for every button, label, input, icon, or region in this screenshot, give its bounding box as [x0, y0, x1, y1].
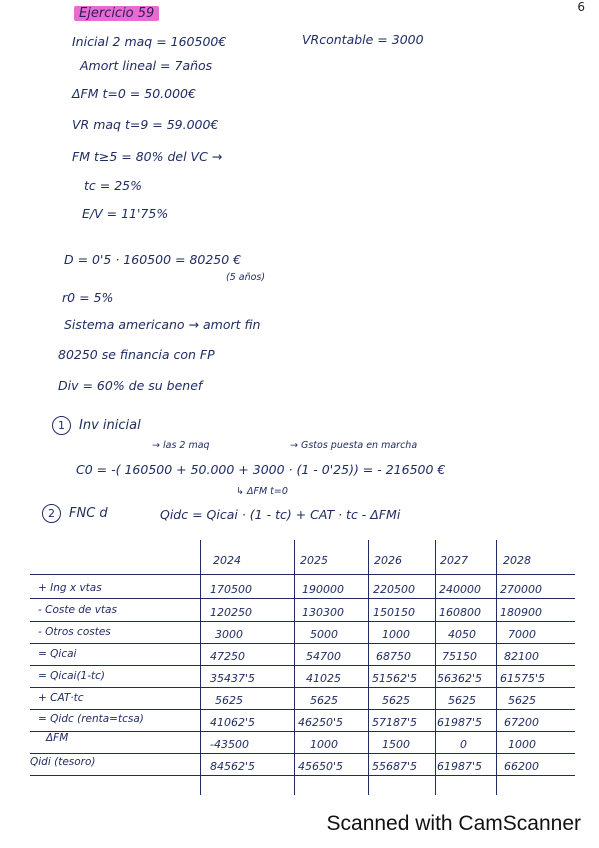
- table-cell: 3000: [215, 628, 243, 641]
- table-cell: 5625: [382, 694, 410, 707]
- table-cell: 0: [460, 738, 467, 751]
- table-cell: 130300: [302, 606, 344, 619]
- section-1-number: 1: [52, 416, 71, 435]
- section-2-title: FNC d: [69, 506, 108, 521]
- table-cell: 5625: [215, 694, 243, 707]
- line-working-capital-t5: FM t≥5 = 80% del VC →: [72, 149, 223, 164]
- line-repayment-system: Sistema americano → amort fin: [64, 317, 261, 332]
- line-financing: 80250 se financia con FP: [58, 347, 215, 362]
- year-header: 2027: [440, 554, 468, 567]
- table-cell: 41062'5: [210, 716, 256, 729]
- table-cell: 120250: [210, 606, 252, 619]
- line-linear-amortization: Amort lineal = 7años: [80, 58, 213, 73]
- year-header: 2024: [213, 554, 241, 567]
- table-cell: 4050: [448, 628, 476, 641]
- line-dividends: Div = 60% de su benef: [58, 378, 203, 393]
- section-2-number: 2: [42, 504, 61, 523]
- row-label-qidi: Qidi (tesoro): [30, 756, 96, 768]
- table-cell: 220500: [373, 583, 415, 596]
- section-1-heading: [52, 416, 141, 435]
- table-cell: 190000: [302, 583, 344, 596]
- exercise-title: [74, 6, 159, 21]
- table-cell: 46250'5: [298, 716, 344, 729]
- table-cell: 55687'5: [372, 760, 418, 773]
- table-cell: 57187'5: [372, 716, 418, 729]
- line-tax-rate: tc = 25%: [84, 178, 142, 193]
- row-label-cost-of-sales: - Coste de vtas: [38, 604, 117, 616]
- year-header: 2026: [374, 554, 402, 567]
- table-cell: 61987'5: [437, 760, 483, 773]
- table-cell: -43500: [210, 738, 249, 751]
- table-cell: 7000: [508, 628, 536, 641]
- table-cell: 160800: [439, 606, 481, 619]
- table-cell: 180900: [500, 606, 542, 619]
- table-cell: 5625: [310, 694, 338, 707]
- table-cell: 5625: [448, 694, 476, 707]
- table-cell: 84562'5: [210, 760, 256, 773]
- page-number: 6: [577, 0, 585, 14]
- row-label-other-costs: - Otros costes: [38, 626, 111, 638]
- line-equity-ratio: E/V = 11'75%: [82, 206, 169, 221]
- line-residual-book-value: VRcontable = 3000: [302, 32, 424, 47]
- table-cell: 56362'5: [437, 672, 483, 685]
- section-1-title: Inv inicial: [79, 418, 141, 433]
- table-cell: 61987'5: [437, 716, 483, 729]
- table-cell: 1000: [508, 738, 536, 751]
- exercise-title-text: Ejercicio 59: [74, 6, 159, 21]
- section-1-formula: C0 = -( 160500 + 50.000 + 3000 · (1 - 0'25)) = - 216500 €: [76, 462, 446, 477]
- row-label-ebit-after-tax: = Qicai(1-tc): [38, 670, 105, 682]
- line-debt-term: (5 años): [226, 272, 266, 283]
- line-working-capital-t0: ΔFM t=0 = 50.000€: [72, 86, 196, 101]
- row-label-qidc: = Qidc (renta=tcsa): [38, 713, 144, 725]
- table-cell: 1500: [382, 738, 410, 751]
- table-cell: 45650'5: [298, 760, 344, 773]
- section-1-note-startup-costs: → Gstos puesta en marcha: [290, 440, 418, 451]
- table-cell: 5000: [310, 628, 338, 641]
- table-cell: 82100: [504, 650, 539, 663]
- table-cell: 66200: [504, 760, 539, 773]
- table-cell: 51562'5: [372, 672, 418, 685]
- line-initial-investment: Inicial 2 maq = 160500€: [72, 34, 227, 49]
- section-1-note-working-capital: ↳ ΔFM t=0: [236, 486, 288, 497]
- table-cell: 68750: [376, 650, 411, 663]
- table-cell: 35437'5: [210, 672, 256, 685]
- cash-flow-table: [30, 540, 575, 800]
- table-cell: 150150: [373, 606, 415, 619]
- table-cell: 67200: [504, 716, 539, 729]
- row-label-ebit: = Qicai: [38, 648, 77, 660]
- section-2-formula: Qidc = Qicai · (1 - tc) + CAT · tc - ΔFMi: [160, 507, 401, 522]
- table-cell: 5625: [508, 694, 536, 707]
- table-cell: 54700: [306, 650, 341, 663]
- row-label-tax-shield: + CAT·tc: [38, 692, 84, 704]
- table-cell: 75150: [442, 650, 477, 663]
- section-1-note-machines: → las 2 maq: [152, 440, 210, 451]
- table-cell: 170500: [210, 583, 252, 596]
- section-2-heading: [42, 504, 108, 523]
- table-cell: 270000: [500, 583, 542, 596]
- line-residual-value-machine: VR maq t=9 = 59.000€: [72, 117, 219, 132]
- table-cell: 1000: [310, 738, 338, 751]
- year-header: 2028: [503, 554, 531, 567]
- table-cell: 47250: [210, 650, 245, 663]
- table-cell: 1000: [382, 628, 410, 641]
- table-cell: 240000: [439, 583, 481, 596]
- line-interest-rate: r0 = 5%: [62, 290, 114, 305]
- table-cell: 61575'5: [500, 672, 546, 685]
- scanner-watermark: Scanned with CamScanner: [326, 812, 581, 835]
- line-debt: D = 0'5 · 160500 = 80250 €: [64, 252, 242, 267]
- table-cell: 41025: [306, 672, 341, 685]
- row-label-working-capital: ΔFM: [46, 732, 69, 744]
- row-label-sales: + Ing x vtas: [38, 582, 102, 594]
- year-header: 2025: [300, 554, 328, 567]
